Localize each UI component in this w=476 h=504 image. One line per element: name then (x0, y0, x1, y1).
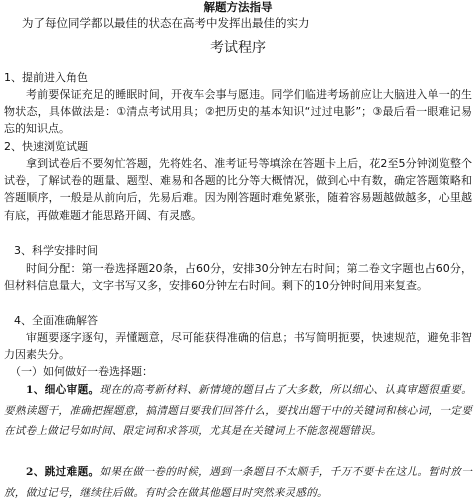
section-4-heading: 4、全面准确解答 (14, 314, 98, 327)
section-1-text: 考前要保证充足的睡眠时间，开夜车会事与愿违。同学们临进考场前应让大脑进入单一的生物状态，具体做法是：①清点考试用具；②把历史的基本知识“过过电影”；③最后看一眼难记易忘的知识点。 (4, 88, 472, 136)
section-2-text: 拿到试卷后不要匆忙答题，先将姓名、准考证号等填涂在答题卡上后，花2至5分钟浏览整个试卷，了解试卷的题量、题型、难易和各题的比分等大概情况，做到心中有数，确定答题策略和答题顺序，一般是从前向后，先易后难。因为刚答题时难免紧张，随着容易题越做越多，心里越有底，再做难题才能思路开阔、有灵感。 (4, 157, 472, 222)
item-2-text: 如果在做一卷的时候，遇到一条题目不太顺手，千万不要卡在这儿。暂时放一放，做过记号，继续往后做。有时会在做其他题目时突然来灵感的。 (4, 466, 473, 499)
item-1-label: 1、细心审题。 (26, 384, 100, 396)
subsection-item-1 (4, 380, 472, 442)
section-3-text: 时间分配：第一卷选择题20条，占60分，安排30分钟左右时间；第二卷文字题也占60分，但材料信息量大，文字书写又多，安排60分钟左右时间。剩下的10分钟时间用来复查。 (4, 262, 472, 293)
section-4-text: 审题要逐字逐句，弄懂题意，尽可能获得准确的信息；书写简明扼要，快速规范，避免非智力因素失分。 (4, 331, 472, 362)
section-2-heading: 2、快速浏览试题 (4, 140, 88, 153)
doc-title: 考试程序 (210, 40, 266, 56)
subsection-heading: （一）如何做好一卷选择题： (10, 365, 153, 378)
item-2-label: 2、跳过难题。 (26, 466, 100, 478)
section-1-heading: 1、提前进入角色 (4, 71, 88, 84)
doc-header-title: 解题方法指导 (203, 0, 273, 14)
subsection-item-2 (4, 462, 472, 503)
item-1-text: 现在的高考新材料、新情境的题目占了大多数，所以细心、认真审题很重要。要熟读题干，准确把握题意，搞清题目要我们回答什么，要找出题干中的关键词和核心词，一定要在试卷上做记号如时间、限定词和求答项，尤其是在关键词上不能忽视题错误。 (4, 384, 473, 437)
section-3-heading: 3、科学安排时间 (14, 244, 98, 257)
doc-header-subtitle: 为了每位同学都以最佳的状态在高考中发挥出最佳的实力 (22, 16, 310, 30)
